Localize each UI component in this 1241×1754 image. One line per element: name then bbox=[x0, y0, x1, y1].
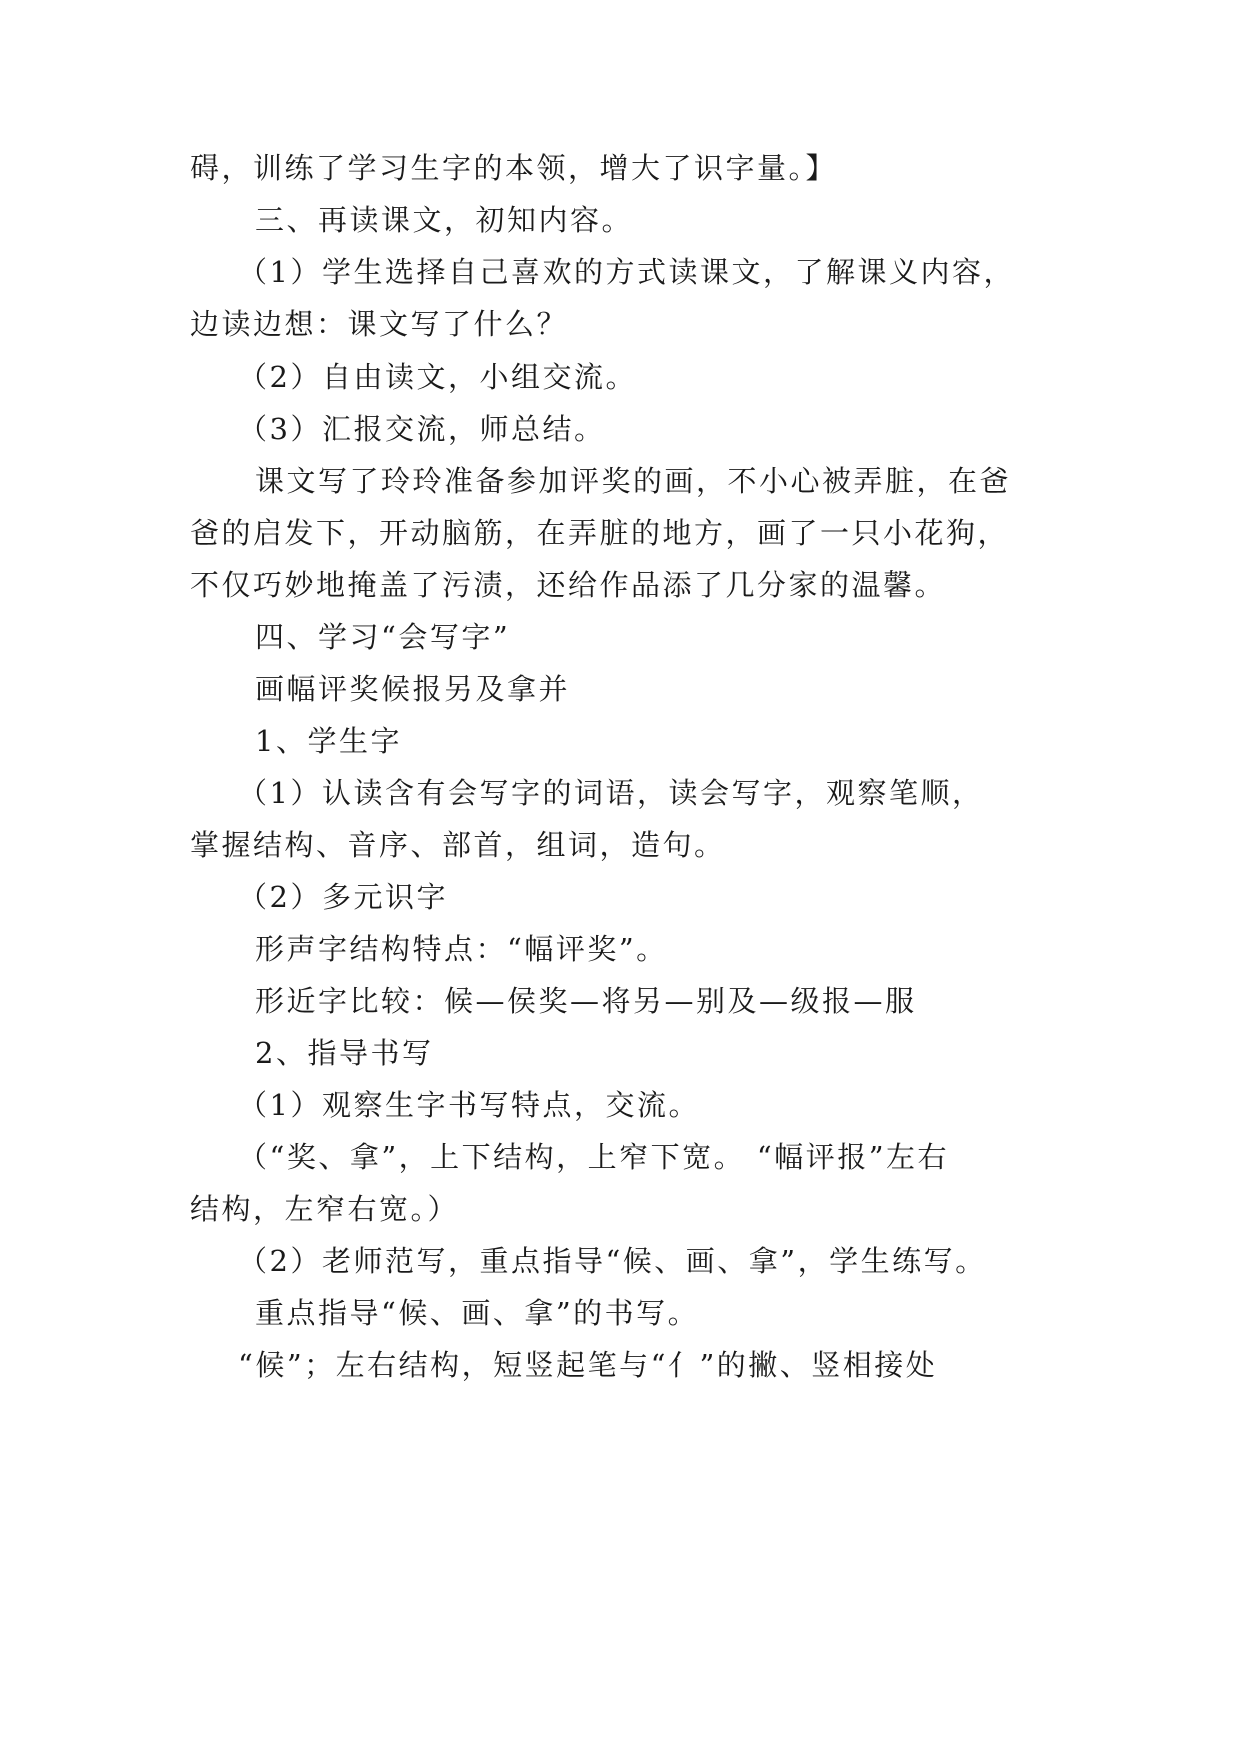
text-line: （2）自由读文，小组交流。 bbox=[238, 360, 637, 394]
text-line: 重点指导“候、画、拿”的书写。 bbox=[255, 1296, 700, 1330]
text-line: （“奖、拿”，上下结构，上窄下宽。 “幅评报”左右 bbox=[238, 1140, 950, 1174]
text-line: 不仅巧妙地掩盖了污渍，还给作品添了几分家的温馨。 bbox=[190, 568, 947, 602]
text-line: （1）学生选择自己喜欢的方式读课文，了解课义内容， bbox=[238, 255, 1015, 289]
text-line: （2）老师范写，重点指导“候、画、拿”，学生练写。 bbox=[238, 1244, 987, 1278]
text-line: 形近字比较：候—侯奖—将另—别及—级报—服 bbox=[255, 984, 917, 1018]
text-line: 爸的启发下，开动脑筋，在弄脏的地方，画了一只小花狗， bbox=[190, 516, 1010, 550]
text-line: 形声字结构特点：“幅评奖”。 bbox=[255, 932, 668, 966]
text-line: 碍，训练了学习生字的本领，增大了识字量。】 bbox=[190, 151, 838, 185]
text-line: （1）认读含有会写字的词语，读会写字，观察笔顺， bbox=[238, 776, 984, 810]
text-line: （1）观察生字书写特点，交流。 bbox=[238, 1088, 700, 1122]
text-line: “候”；左右结构，短竖起笔与“亻”的撇、竖相接处 bbox=[238, 1348, 938, 1382]
section-heading: 四、学习“会写字” bbox=[255, 620, 511, 654]
text-line: （2）多元识字 bbox=[238, 880, 448, 914]
text-line: 2、指导书写 bbox=[255, 1036, 434, 1070]
text-line: 掌握结构、音序、部首，组词，造句。 bbox=[190, 828, 726, 862]
text-line: 画幅评奖候报另及拿并 bbox=[255, 672, 571, 706]
text-line: 课文写了玲玲准备参加评奖的画，不小心被弄脏，在爸 bbox=[255, 464, 1012, 498]
section-heading: 三、再读课文，初知内容。 bbox=[255, 203, 634, 237]
text-line: 1、学生字 bbox=[255, 724, 402, 758]
text-line: 边读边想：课文写了什么？ bbox=[190, 307, 569, 341]
text-line: 结构，左窄右宽。） bbox=[190, 1192, 460, 1226]
text-line: （3）汇报交流，师总结。 bbox=[238, 412, 606, 446]
